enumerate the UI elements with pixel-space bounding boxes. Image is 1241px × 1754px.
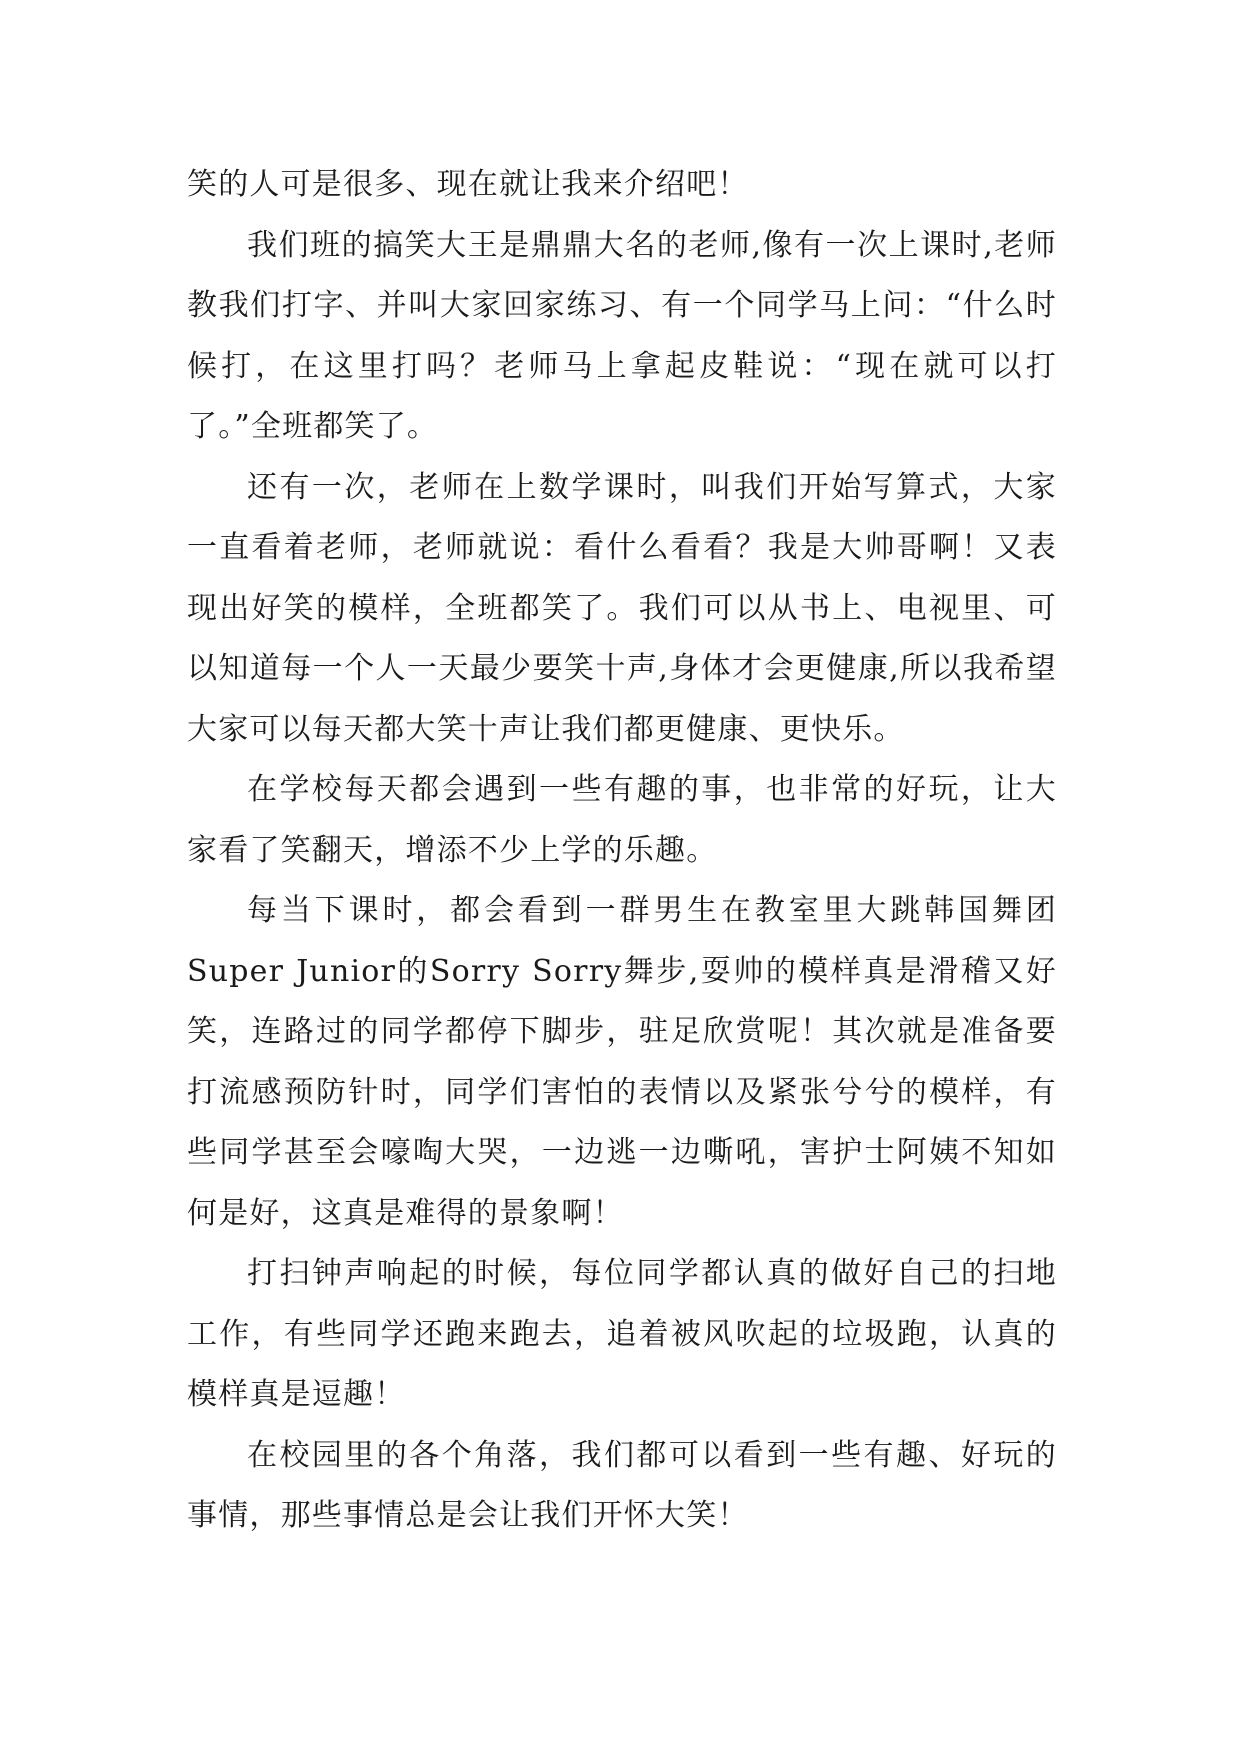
document-body	[187, 155, 1057, 1547]
paragraph-7: 在校园里的各个角落，我们都可以看到一些有趣、好玩的事情，那些事情总是会让我们开怀大笑！	[187, 1437, 1057, 1533]
paragraph-3: 还有一次，老师在上数学课时，叫我们开始写算式，大家一直看着老师，老师就说：看什么看看？我是大帅哥啊！又表现出好笑的模样，全班都笑了。我们可以从书上、电视里、可以知道每一个人一天最少要笑十声,身体才会更健康,所以我希望大家可以每天都大笑十声让我们都更健康、更快乐。	[187, 469, 1057, 747]
paragraph-1: 笑的人可是很多、现在就让我来介绍吧！	[187, 167, 749, 202]
paragraph-4: 在学校每天都会遇到一些有趣的事，也非常的好玩，让大家看了笑翻天，增添不少上学的乐趣。	[187, 772, 1057, 868]
paragraph-5: 每当下课时，都会看到一群男生在教室里大跳韩国舞团Super Junior的Sorry Sorry舞步,耍帅的模样真是滑稽又好笑，连路过的同学都停下脚步，驻足欣赏呢！其次就是准备要打流感预防针时，同学们害怕的表情以及紧张兮兮的模样，有些同学甚至会嚎啕大哭，一边逃一边嘶吼，害护士阿姨不知如何是好，这真是难得的景象啊！	[187, 893, 1057, 1231]
paragraph-6: 打扫钟声响起的时候，每位同学都认真的做好自己的扫地工作，有些同学还跑来跑去，追着被风吹起的垃圾跑，认真的模样真是逗趣！	[187, 1256, 1057, 1412]
paragraph-2: 我们班的搞笑大王是鼎鼎大名的老师,像有一次上课时,老师教我们打字、并叫大家回家练习、有一个同学马上问：“什么时候打，在这里打吗？老师马上拿起皮鞋说：“现在就可以打了。”全班都笑了。	[187, 227, 1057, 444]
